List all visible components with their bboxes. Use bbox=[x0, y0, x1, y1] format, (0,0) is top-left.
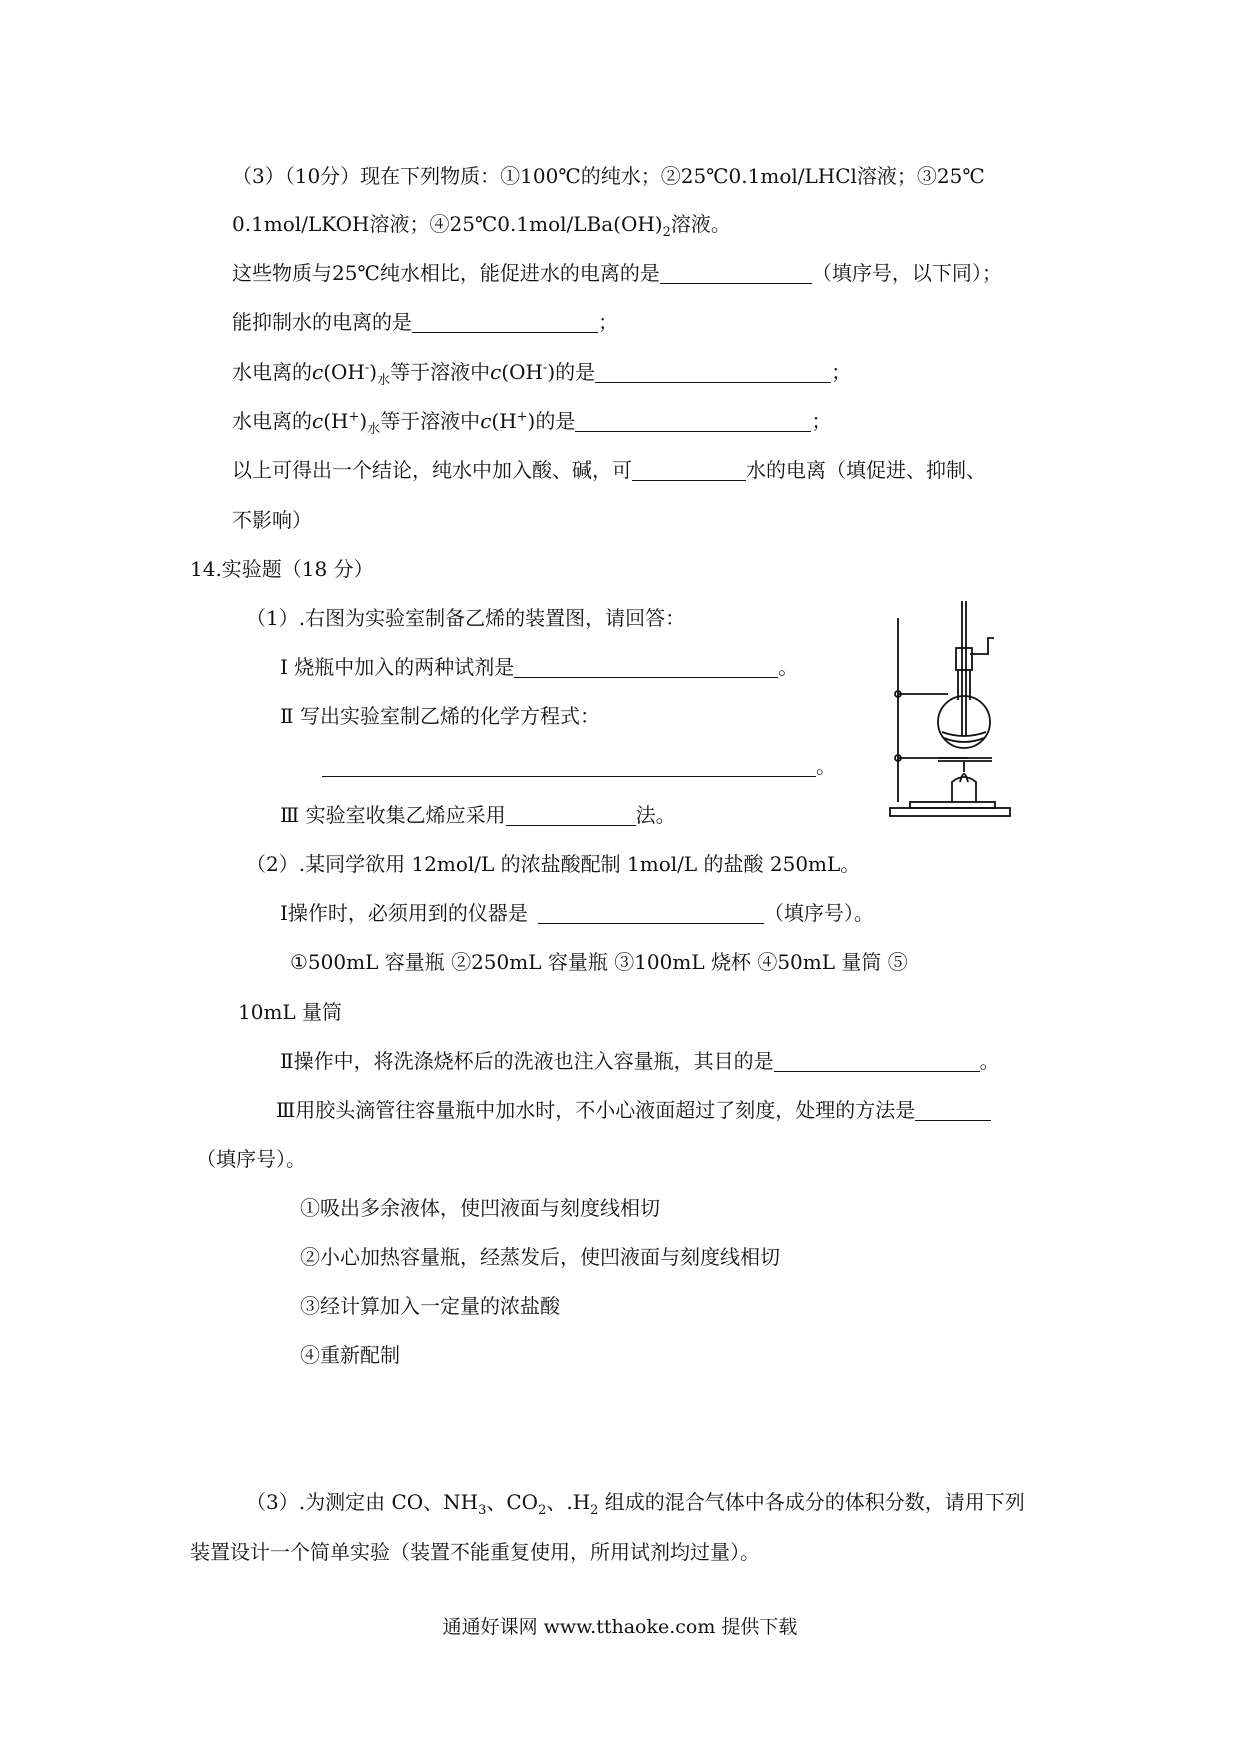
answer-blank bbox=[774, 1051, 980, 1072]
q14-p1-intro: （1）.右图为实验室制备乙烯的装置图，请回答： bbox=[246, 606, 686, 630]
answer-blank bbox=[915, 1100, 991, 1121]
answer-blank bbox=[660, 263, 812, 284]
q13-3-line3: 这些物质与25℃纯水相比，能促进水的电离的是 （填序号，以下同）； bbox=[232, 261, 1002, 285]
q14-p1-i: Ⅰ 烧瓶中加入的两种试剂是 。 bbox=[280, 655, 799, 679]
q14-p3-line2: 装置设计一个简单实验（装置不能重复使用，所用试剂均过量）。 bbox=[190, 1540, 760, 1564]
q14-p1-ii-answer: 。 bbox=[322, 752, 836, 780]
q13-3-line1: （3）（10分）现在下列物质：①100℃的纯水；②25℃0.1mol/LHCl溶液；③25℃ bbox=[232, 164, 985, 188]
q14-p2-intro: （2）.某同学欲用 12mol/L 的浓盐酸配制 1mol/L 的盐酸 250mL。 bbox=[246, 852, 861, 876]
answer-blank bbox=[575, 411, 811, 432]
answer-blank bbox=[506, 805, 636, 826]
list-item: ②小心加热容量瓶，经蒸发后，使凹液面与刻度线相切 bbox=[300, 1245, 780, 1269]
q13-3-line6: 水电离的$c(H^+)_水$等于溶液中c(H+)的是 ； bbox=[232, 409, 832, 437]
answer-blank bbox=[632, 460, 746, 481]
list-item: ①吸出多余液体，使凹液面与刻度线相切 bbox=[300, 1196, 660, 1220]
q14-p2-i: Ⅰ操作时，必须用到的仪器是 （填序号）。 bbox=[280, 901, 874, 925]
answer-blank bbox=[538, 903, 764, 924]
q13-3-line7: 以上可得出一个结论，纯水中加入酸、碱，可 水的电离（填促进、抑制、 bbox=[232, 458, 986, 482]
q14-p1-iii: Ⅲ 实验室收集乙烯应采用 法。 bbox=[280, 803, 676, 827]
answer-blank bbox=[412, 312, 598, 333]
answer-blank bbox=[595, 362, 831, 383]
list-item: ③经计算加入一定量的浓盐酸 bbox=[300, 1294, 560, 1318]
q13-3-line5: 水电离的$c(OH^-)_水$等于溶液中c(OH-)的是 ； bbox=[232, 360, 852, 388]
ethylene-apparatus-icon bbox=[880, 596, 1030, 826]
q14-p3-line1: （3）.为测定由 CO、$NH_3$、$CO_2$、$.H_2$ 组成的混合气体中各成分的体积分数，请用下列 bbox=[246, 1490, 1025, 1518]
q13-3-line8: 不影响） bbox=[232, 508, 312, 532]
q14-p1-ii: Ⅱ 写出实验室制乙烯的化学方程式： bbox=[280, 704, 600, 728]
q13-3-line2: 0.1mol/LKOH溶液；$④25℃0.1mol/LBa(OH)_2$溶液。 bbox=[232, 212, 731, 240]
q14-title: 14.实验题（18 分） bbox=[190, 557, 374, 581]
list-item: ④重新配制 bbox=[300, 1343, 400, 1367]
q14-p2-options-cont: 10mL 量筒 bbox=[238, 1000, 343, 1024]
answer-blank bbox=[322, 756, 816, 777]
q13-3-line4: 能抑制水的电离的是 ； bbox=[232, 310, 618, 334]
q14-p2-ii: Ⅱ操作中，将洗涤烧杯后的洗液也注入容量瓶，其目的是 。 bbox=[280, 1049, 1000, 1073]
q14-p2-iii-cont: （填序号）。 bbox=[196, 1147, 306, 1171]
q14-p2-options: ①500mL 容量瓶 ②250mL 容量瓶 ③100mL 烧杯 ④50mL 量筒 ⑤ bbox=[290, 950, 908, 974]
answer-blank bbox=[514, 657, 778, 678]
page-footer: 通通好课网 www.tthaoke.com 提供下载 bbox=[442, 1616, 798, 1638]
q14-p2-iii: Ⅲ用胶头滴管往容量瓶中加水时，不小心液面超过了刻度，处理的方法是 bbox=[276, 1096, 991, 1124]
